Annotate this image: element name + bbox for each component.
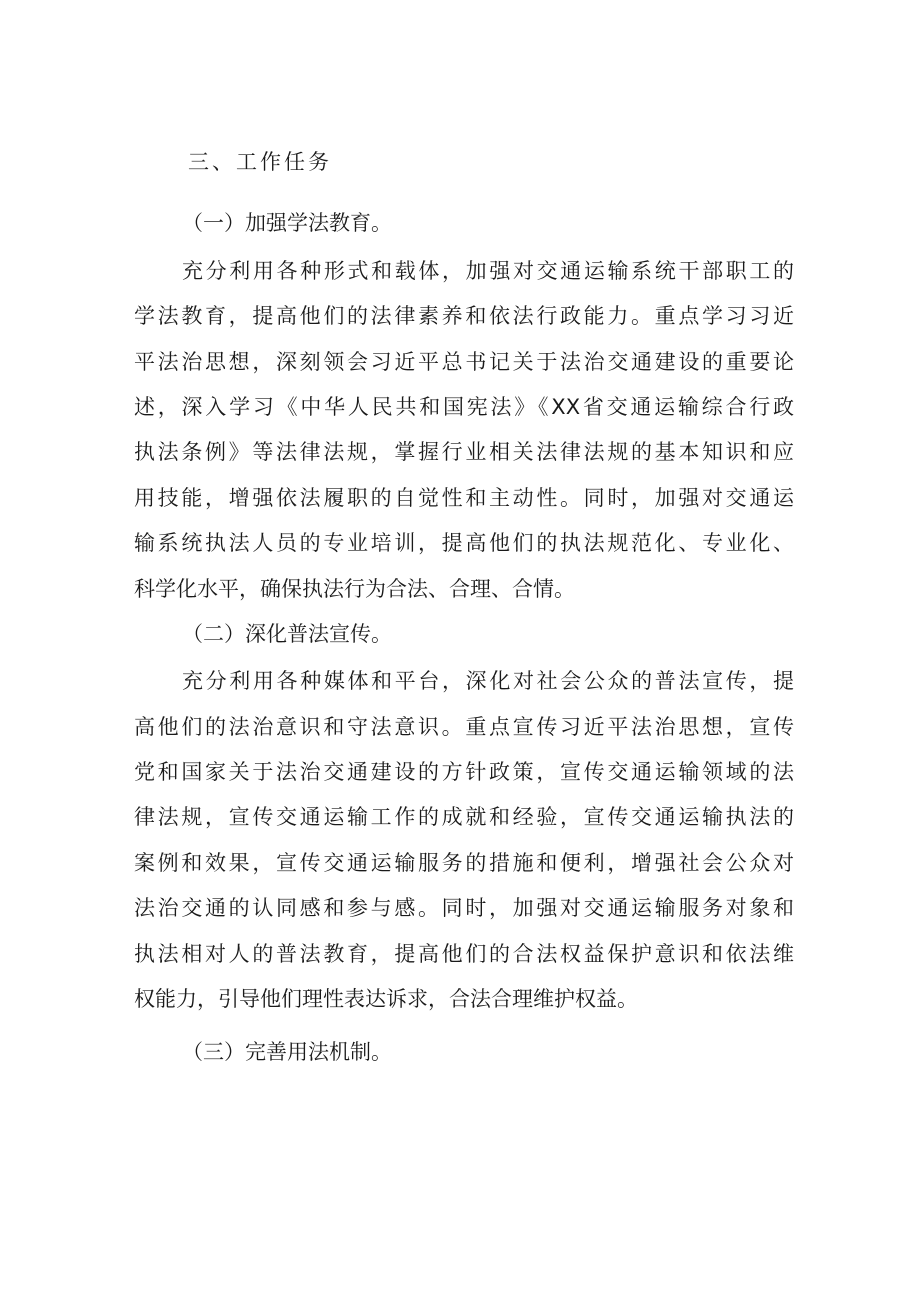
section-heading: 三、工作任务 [188,150,332,174]
subsection-heading-3: （三）完善用法机制。 [182,1040,392,1065]
paragraph-line: 案例和效果，宣传交通运输服务的措施和便利，增强社会公众对 [134,850,794,875]
paragraph-line: 平法治思想，深刻领会习近平总书记关于法治交通建设的重要论 [134,349,794,374]
subsection-heading-2: （二）深化普法宣传。 [182,621,392,646]
paragraph-line: 高他们的法治意识和守法意识。重点宣传习近平法治思想，宣传 [134,714,794,739]
paragraph-line: 用技能，增强依法履职的自觉性和主动性。同时，加强对交通运 [134,485,794,510]
paragraph-line: 权能力，引导他们理性表达诉求，合法合理维护权益。 [134,987,638,1012]
paragraph-line: 执法条例》等法律法规，掌握行业相关法律法规的基本知识和应 [134,440,794,465]
paragraph-line: 充分利用各种媒体和平台，深化对社会公众的普法宣传，提 [182,669,794,694]
paragraph-line: 学法教育，提高他们的法律素养和依法行政能力。重点学习习近 [134,304,794,329]
paragraph-line: 科学化水平，确保执法行为合法、合理、合情。 [134,576,575,601]
paragraph-line: 执法相对人的普法教育，提高他们的合法权益保护意识和依法维 [134,941,794,966]
paragraph-line: 充分利用各种形式和载体，加强对交通运输系统干部职工的 [182,258,794,283]
document-body [134,140,794,1076]
subsection-heading-1: （一）加强学法教育。 [182,211,392,236]
paragraph-line: 述，深入学习《中华人民共和国宪法》《XX省交通运输综合行政 [134,394,794,419]
paragraph-line: 党和国家关于法治交通建设的方针政策，宣传交通运输领域的法 [134,760,794,785]
paragraph-line: 输系统执法人员的专业培训，提高他们的执法规范化、专业化、 [134,531,794,556]
paragraph-line: 法治交通的认同感和参与感。同时，加强对交通运输服务对象和 [134,896,794,921]
paragraph-line: 律法规，宣传交通运输工作的成就和经验，宣传交通运输执法的 [134,805,794,830]
